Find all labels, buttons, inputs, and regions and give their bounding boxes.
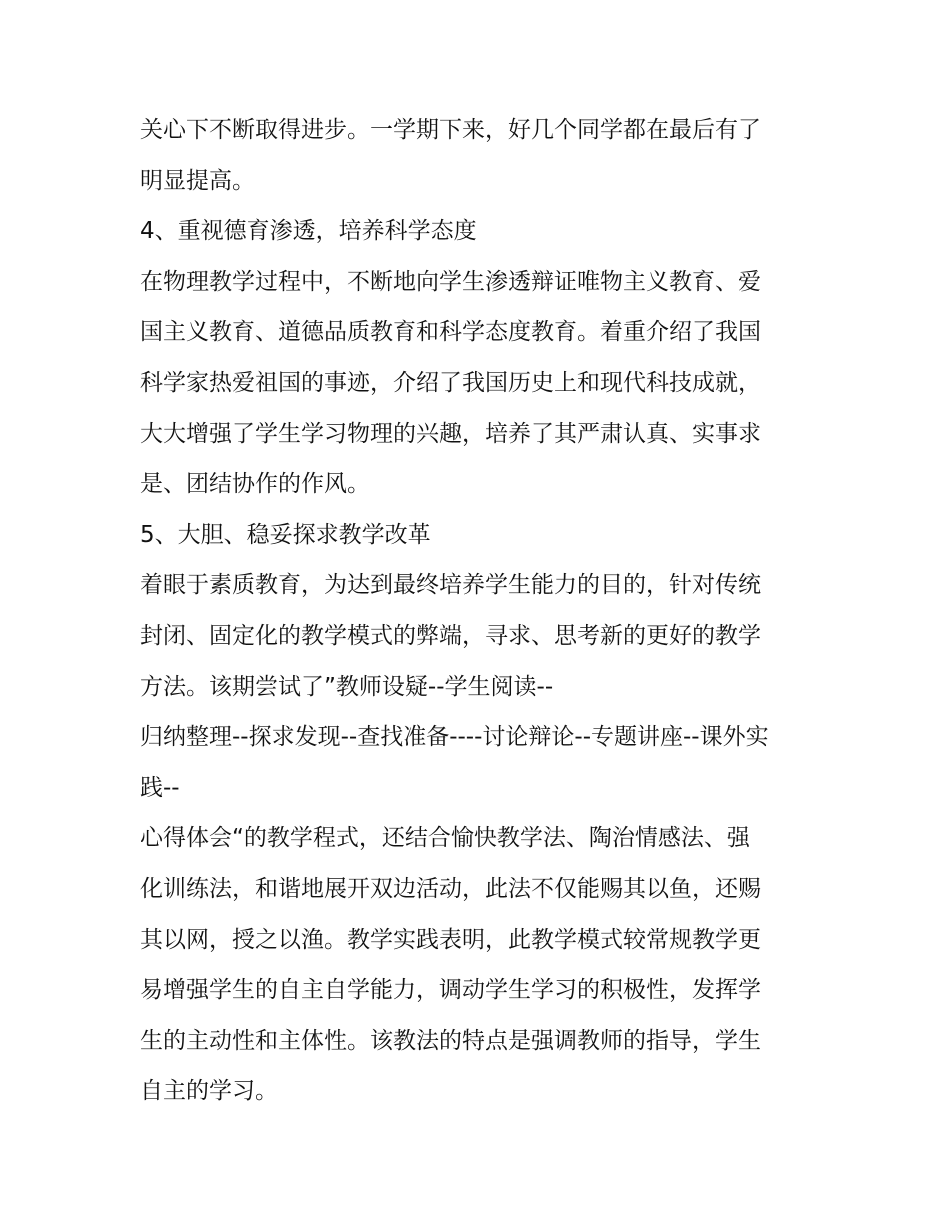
- paragraph-line: 心得体会“的教学程式，还结合愉快教学法、陶治情感法、强: [140, 825, 750, 852]
- paragraph-line: 践--: [140, 774, 180, 801]
- paragraph-line: 其以网，授之以渔。教学实践表明，此教学模式较常规教学更: [140, 926, 761, 953]
- paragraph-line: 方法。该期尝试了”教师设疑--学生阅读--: [140, 673, 554, 700]
- paragraph-line: 生的主动性和主体性。该教法的特点是强调教师的指导，学生: [140, 1027, 761, 1054]
- paragraph-line: 封闭、固定化的教学模式的弊端，寻求、思考新的更好的教学: [140, 622, 761, 649]
- paragraph-line: 明显提高。: [140, 167, 255, 194]
- section-heading: 5、大胆、稳妥探求教学改革: [140, 521, 431, 548]
- paragraph-line: 着眼于素质教育，为达到最终培养学生能力的目的，针对传统: [140, 572, 761, 599]
- paragraph-line: 是、团结协作的作风。: [140, 471, 370, 498]
- paragraph-line: 归纳整理--探求发现--查找准备----讨论辩论--专题讲座--课外实: [140, 724, 769, 751]
- paragraph-line: 科学家热爱祖国的事迹，介绍了我国历史上和现代科技成就，: [140, 369, 761, 396]
- paragraph-line: 自主的学习。: [140, 1078, 278, 1105]
- paragraph-line: 易增强学生的自主自学能力，调动学生学习的积极性，发挥学: [140, 977, 761, 1004]
- paragraph-line: 国主义教育、道德品质教育和科学态度教育。着重介绍了我国: [140, 319, 761, 346]
- section-heading: 4、重视德育渗透，培养科学态度: [140, 218, 477, 245]
- paragraph-line: 化训练法，和谐地展开双边活动，此法不仅能赐其以鱼，还赐: [140, 875, 761, 902]
- paragraph-line: 大大增强了学生学习物理的兴趣，培养了其严肃认真、实事求: [140, 420, 761, 447]
- paragraph-line: 关心下不断取得进步。一学期下来，好几个同学都在最后有了: [140, 117, 761, 143]
- body-text: [140, 105, 820, 1117]
- paragraph-line: 在物理教学过程中，不断地向学生渗透辩证唯物主义教育、爱: [140, 268, 761, 295]
